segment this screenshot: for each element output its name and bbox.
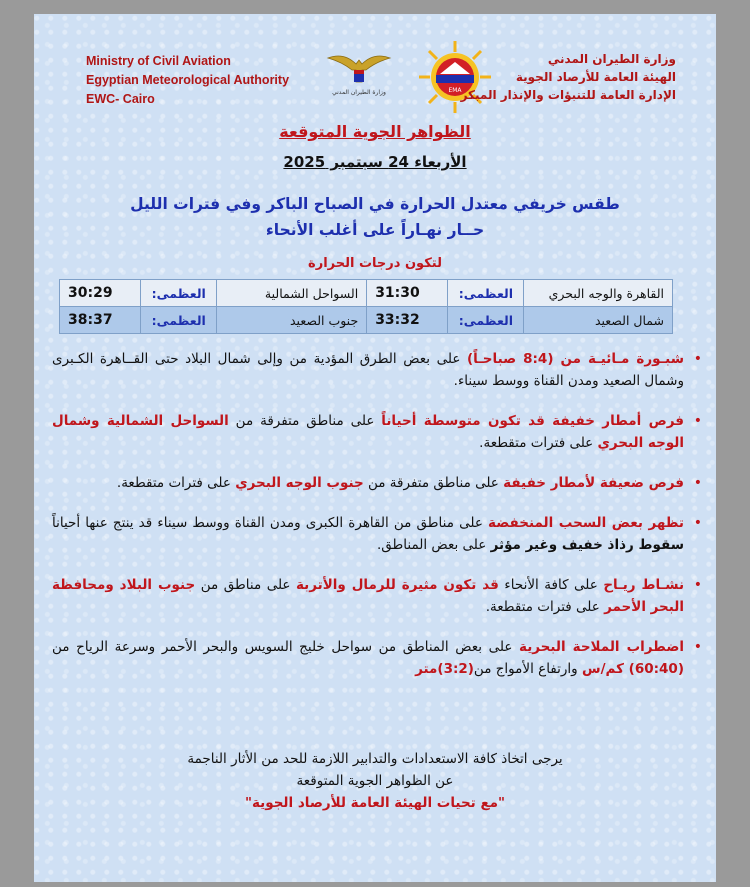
- authority-name-en: Egyptian Meteorological Authority: [86, 73, 290, 87]
- summary-line-1: طقس خريفي معتدل الحرارة في الصباح الباكر وفي فترات الليل: [130, 195, 620, 213]
- department-name-ar: الإدارة العامة للتنبؤات والإنذار المبكر: [460, 88, 676, 102]
- sun-band-text: EMA: [448, 87, 462, 94]
- bullet-icon: •: [693, 475, 702, 491]
- list-item: • اضطراب الملاحة البحرية على بعض المناطق من سواحل خليج السويس والبحر الأحمر وسرعة الرياح من (60:40) كم/س وارتفاع الأمواج من(3:2)متر: [52, 636, 688, 680]
- eagle-caption: وزارة الطيران المدني: [332, 89, 386, 96]
- temperature-value: 38:37: [60, 307, 141, 334]
- list-item: • نشـاط ريـاح على كافة الأنحاء قد تكون مثيرة للرمال والأتربة على مناطق من جنوب البلاد ومحافظة البحر الأحمر على فترات متقطعة.: [52, 574, 688, 618]
- phenomena-list: [52, 348, 702, 698]
- bulletin-footer: [34, 748, 716, 814]
- list-item: • تظهر بعض السحب المنخفضة على مناطق من القاهرة الكبرى ومدن القناة ووسط سيناء قد ينتج عنها أحياناً سقوط رذاذ خفيف وغير مؤثر على بعض المناطق.: [52, 512, 688, 556]
- temperature-value: 30:29: [60, 280, 141, 307]
- max-label: العظمى:: [141, 307, 217, 334]
- table-row: [60, 280, 673, 307]
- temperature-value: 33:32: [367, 307, 448, 334]
- bulletin-title: الظواهر الجوية المتوقعة: [279, 122, 471, 141]
- temperatures-heading: لتكون درجات الحرارة: [308, 256, 442, 271]
- bulletin-page: [34, 14, 716, 882]
- temperature-table: [59, 279, 673, 334]
- max-label: العظمى:: [448, 307, 524, 334]
- footer-signature: "مع تحيات الهيئة العامة للأرصاد الجوية": [244, 795, 506, 811]
- list-item: • فرص أمطار خفيفة قد تكون متوسطة أحياناً على مناطق متفرقة من السواحل الشمالية وشمال الوجه البحري على فترات متقطعة.: [52, 410, 688, 454]
- temperature-value: 31:30: [367, 280, 448, 307]
- footer-advice-line-1: يرجى اتخاذ كافة الاستعدادات والتدابير اللازمة للحد من الأثار الناجمة: [187, 751, 563, 767]
- bullet-icon: •: [693, 515, 702, 531]
- ministry-name-ar: وزارة الطيران المدني: [547, 52, 676, 66]
- bullet-icon: •: [693, 577, 702, 593]
- ministry-name-en: Ministry of Civil Aviation: [86, 54, 231, 68]
- max-label: العظمى:: [141, 280, 217, 307]
- bullet-icon: •: [693, 413, 702, 429]
- region-name: جنوب الصعيد: [217, 307, 367, 334]
- header-english: [86, 52, 289, 109]
- ministry-eagle-logo: [326, 48, 392, 104]
- list-item: • فرص ضعيفة لأمطار خفيفة على مناطق متفرقة من جنوب الوجه البحري على فترات متقطعة.: [52, 472, 688, 494]
- bullet-icon: •: [693, 639, 702, 655]
- region-name: السواحل الشمالية: [217, 280, 367, 307]
- footer-advice-line-2: عن الظواهر الجوية المتوقعة: [296, 773, 454, 789]
- weather-summary: [34, 191, 716, 243]
- region-name: القاهرة والوجه البحري: [524, 280, 673, 307]
- bullet-icon: •: [693, 351, 702, 367]
- bulletin-date: الأربعاء 24 سبتمبر 2025: [283, 153, 467, 171]
- region-name: شمال الصعيد: [524, 307, 673, 334]
- header-arabic: [461, 50, 676, 104]
- max-label: العظمى:: [448, 280, 524, 307]
- summary-line-2: حــار نهـاراً على أغلب الأنحاء: [265, 221, 485, 239]
- center-name-en: EWC- Cairo: [86, 92, 155, 106]
- table-row: [60, 307, 673, 334]
- list-item: • شبـورة مـائيـة من (8:4 صباحـاً) على بعض الطرق المؤدية من وإلى شمال البلاد حتى القــاهرة الكـبرى وشمال الصعيد ومدن القناة ووسط سيناء.: [52, 348, 688, 392]
- authority-name-ar: الهيئة العامة للأرصاد الجوية: [515, 70, 676, 84]
